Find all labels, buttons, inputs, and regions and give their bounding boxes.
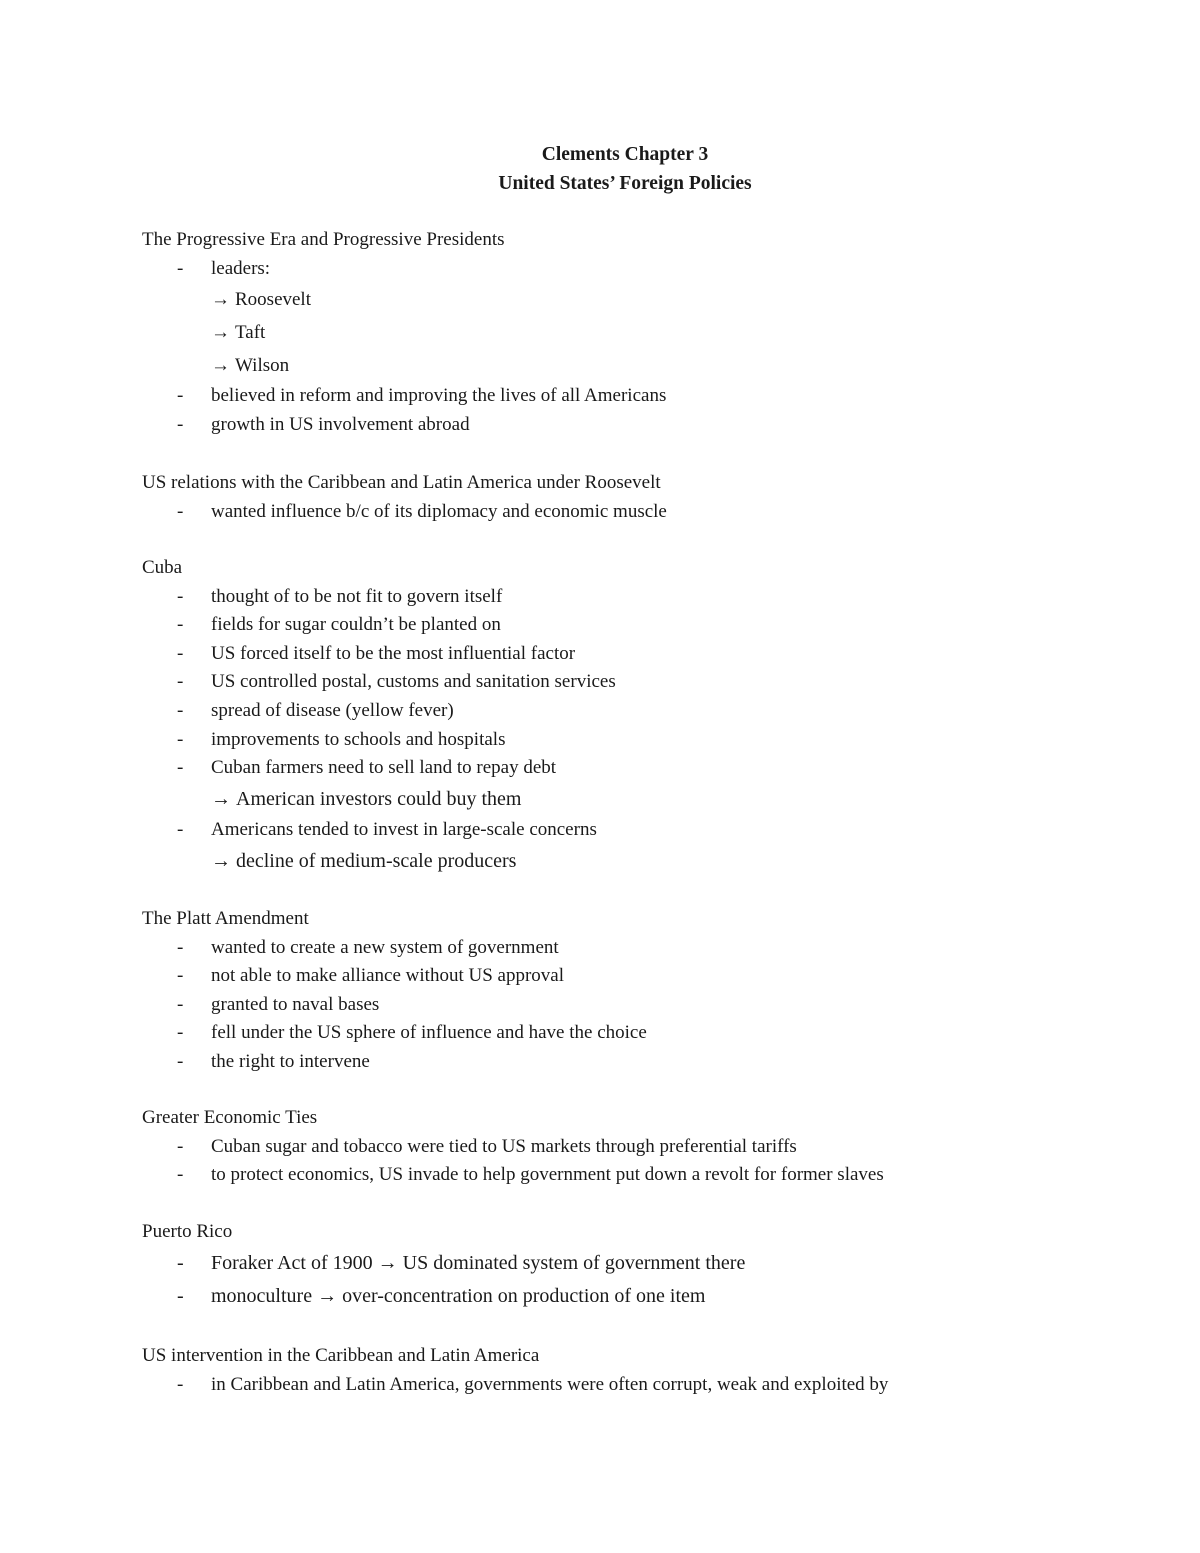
sub-item-text: Taft	[235, 322, 266, 344]
list-item-text: in Caribbean and Latin America, governments were often corrupt, weak and exploited by	[211, 1373, 889, 1395]
list-item	[142, 611, 1142, 640]
sub-item	[142, 349, 1142, 382]
list-item-text: growth in US involvement abroad	[211, 413, 470, 435]
section-heading: Greater Economic Ties	[142, 1107, 318, 1128]
bullet-dash: -	[177, 936, 184, 958]
bullet-dash: -	[177, 671, 184, 693]
section-greater-economic-ties	[142, 1104, 1142, 1190]
list-item-text: fell under the US sphere of influence and have the choice	[211, 1022, 647, 1044]
list-item-text: US forced itself to be the most influential factor	[211, 642, 576, 664]
section-us-relations-roosevelt	[142, 469, 1142, 526]
bullet-dash: -	[177, 1251, 184, 1274]
bullet-dash: -	[177, 993, 184, 1015]
title-line-2: United States’ Foreign Policies	[498, 173, 752, 194]
list-item	[142, 991, 1142, 1020]
list-item	[142, 697, 1142, 726]
section-us-intervention	[142, 1342, 1142, 1399]
sub-item-text: Wilson	[235, 355, 290, 377]
list-item	[142, 962, 1142, 991]
arrow-icon: →	[211, 849, 231, 872]
section-heading: Cuba	[142, 557, 183, 578]
list-item-text: Foraker Act of 1900 → US dominated system of government there	[211, 1251, 746, 1274]
list-item-text: granted to naval bases	[211, 993, 380, 1015]
list-item-text: fields for sugar couldn’t be planted on	[211, 614, 501, 636]
sub-item	[142, 783, 1142, 817]
bullet-dash: -	[177, 257, 184, 279]
list-item	[142, 754, 1142, 783]
section-heading: US relations with the Caribbean and Latin America under Roosevelt	[142, 472, 661, 493]
arrow-icon: →	[211, 787, 231, 810]
list-item	[142, 1019, 1142, 1048]
list-item-text: thought of to be not fit to govern itself	[211, 585, 503, 607]
bullet-dash: -	[177, 728, 184, 750]
list-item	[142, 498, 1142, 527]
list-item	[142, 726, 1142, 755]
list-item	[142, 583, 1142, 612]
list-item-text: improvements to schools and hospitals	[211, 728, 506, 750]
bullet-dash: -	[177, 413, 184, 435]
section-heading: The Platt Amendment	[142, 908, 309, 929]
sub-item-text: Roosevelt	[235, 289, 311, 311]
sub-item-text: decline of medium-scale producers	[236, 849, 517, 872]
list-item	[142, 1280, 1142, 1314]
list-item-text: spread of disease (yellow fever)	[211, 699, 454, 721]
list-item-text: monoculture → over-concentration on production of one item	[211, 1285, 706, 1308]
list-item-text: Cuban farmers need to sell land to repay debt	[211, 757, 557, 779]
arrow-icon: →	[211, 355, 230, 377]
bullet-dash: -	[177, 1022, 184, 1044]
section-progressive-era	[142, 226, 1142, 439]
bullet-dash: -	[177, 1373, 184, 1395]
list-item-text: the right to intervene	[211, 1050, 370, 1072]
list-item-text: wanted influence b/c of its diplomacy and economic muscle	[211, 500, 667, 522]
list-item	[142, 382, 1142, 411]
list-item	[142, 816, 1142, 845]
bullet-dash: -	[177, 757, 184, 779]
list-item	[142, 1371, 1142, 1400]
section-puerto-rico	[142, 1218, 1142, 1314]
sub-item	[142, 316, 1142, 349]
section-platt-amendment	[142, 905, 1142, 1077]
title-line-1: Clements Chapter 3	[541, 144, 709, 165]
bullet-dash: -	[177, 1135, 184, 1157]
list-item-text: to protect economics, US invade to help government put down a revolt for former slaves	[211, 1164, 884, 1186]
section-cuba	[142, 554, 1142, 878]
sub-item	[142, 283, 1142, 316]
section-heading: Puerto Rico	[142, 1221, 233, 1242]
bullet-dash: -	[177, 585, 184, 607]
list-item	[142, 411, 1142, 440]
list-item-text: US controlled postal, customs and sanitation services	[211, 671, 616, 693]
arrow-icon: →	[211, 322, 230, 344]
list-item-text: leaders:	[211, 257, 271, 279]
sub-item-text: American investors could buy them	[236, 787, 522, 810]
bullet-dash: -	[177, 1285, 184, 1308]
list-item	[142, 1133, 1142, 1162]
bullet-dash: -	[177, 819, 184, 841]
bullet-dash: -	[177, 642, 184, 664]
list-item	[142, 1247, 1142, 1281]
bullet-dash: -	[177, 385, 184, 407]
arrow-icon: →	[211, 289, 230, 311]
list-item	[142, 1048, 1142, 1077]
list-item-text: Americans tended to invest in large-scale concerns	[211, 819, 597, 841]
list-item-text: Cuban sugar and tobacco were tied to US markets through preferential tariffs	[211, 1135, 797, 1157]
list-item	[142, 1161, 1142, 1190]
list-item	[142, 934, 1142, 963]
document-title	[0, 140, 1200, 198]
section-heading: US intervention in the Caribbean and Latin America	[142, 1345, 540, 1366]
bullet-dash: -	[177, 965, 184, 987]
bullet-dash: -	[177, 1164, 184, 1186]
bullet-dash: -	[177, 1050, 184, 1072]
list-item-text: not able to make alliance without US approval	[211, 965, 564, 987]
list-item-text: believed in reform and improving the lives of all Americans	[211, 385, 667, 407]
list-item	[142, 640, 1142, 669]
list-item	[142, 255, 1142, 284]
sub-item	[142, 845, 1142, 879]
bullet-dash: -	[177, 500, 184, 522]
section-heading: The Progressive Era and Progressive Presidents	[142, 229, 505, 250]
list-item-text: wanted to create a new system of government	[211, 936, 559, 958]
bullet-dash: -	[177, 614, 184, 636]
bullet-dash: -	[177, 699, 184, 721]
list-item	[142, 668, 1142, 697]
